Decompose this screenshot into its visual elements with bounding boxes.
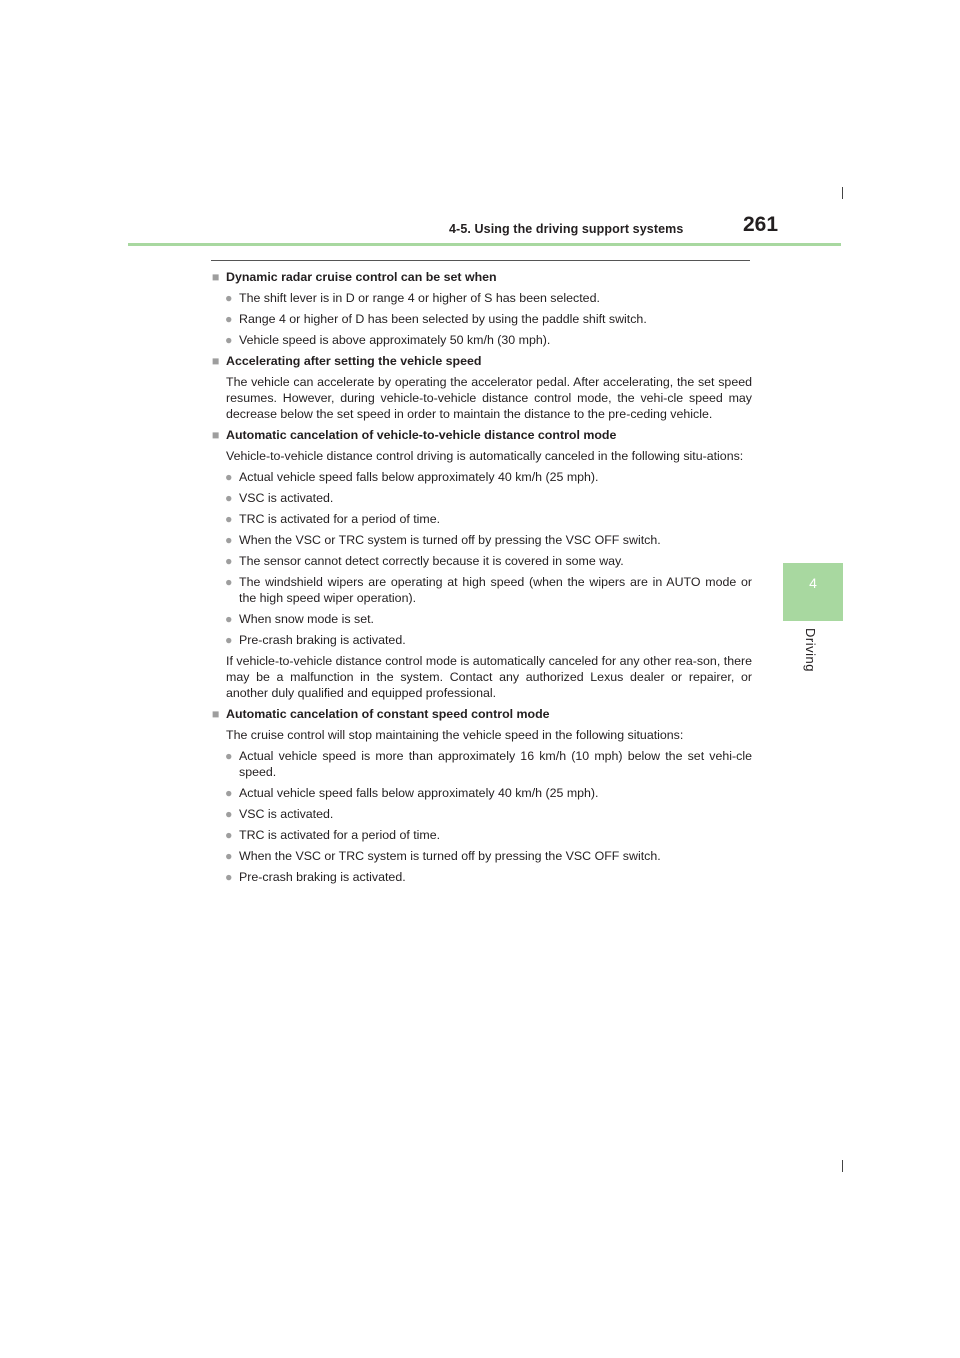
bullet-text: Pre-crash braking is activated. xyxy=(239,633,406,647)
bullet-item xyxy=(212,848,752,864)
bullet-item xyxy=(212,511,752,527)
bullet-text: Actual vehicle speed is more than approximately 16 km/h (10 mph) below the set vehi-cle speed. xyxy=(239,749,752,779)
bullet-item xyxy=(212,785,752,801)
bullet-text: When the VSC or TRC system is turned off by pressing the VSC OFF switch. xyxy=(239,849,661,863)
square-bullet-icon: ■ xyxy=(212,707,220,721)
bullet-item xyxy=(212,574,752,606)
bullet-item xyxy=(212,332,752,348)
bullet-item xyxy=(212,806,752,822)
round-bullet-icon: ● xyxy=(225,512,233,526)
round-bullet-icon: ● xyxy=(225,633,233,647)
chapter-label: Driving xyxy=(803,628,818,672)
chapter-number: 4 xyxy=(809,575,817,591)
bullet-text: VSC is activated. xyxy=(239,807,334,821)
bullet-item xyxy=(212,311,752,327)
round-bullet-icon: ● xyxy=(225,849,233,863)
round-bullet-icon: ● xyxy=(225,491,233,505)
section-heading xyxy=(212,269,752,285)
bullet-text: TRC is activated for a period of time. xyxy=(239,512,441,526)
round-bullet-icon: ● xyxy=(225,749,233,763)
bullet-text: TRC is activated for a period of time. xyxy=(239,828,441,842)
crop-mark-bottom xyxy=(842,1160,843,1172)
bullet-item xyxy=(212,553,752,569)
round-bullet-icon: ● xyxy=(225,333,233,347)
round-bullet-icon: ● xyxy=(225,533,233,547)
round-bullet-icon: ● xyxy=(225,575,233,589)
round-bullet-icon: ● xyxy=(225,828,233,842)
page-number: 261 xyxy=(743,213,779,236)
round-bullet-icon: ● xyxy=(225,554,233,568)
section-heading xyxy=(212,706,752,722)
bullet-item xyxy=(212,869,752,885)
round-bullet-icon: ● xyxy=(225,470,233,484)
bullet-text: VSC is activated. xyxy=(239,491,334,505)
bullet-text: When the VSC or TRC system is turned off by pressing the VSC OFF switch. xyxy=(239,533,661,547)
content-rule xyxy=(211,260,750,261)
bullet-text: Pre-crash braking is activated. xyxy=(239,870,406,884)
bullet-text: The windshield wipers are operating at high speed (when the wipers are in AUTO mode or the high speed wiper operation). xyxy=(239,575,752,605)
round-bullet-icon: ● xyxy=(225,612,233,626)
bullet-item xyxy=(212,490,752,506)
round-bullet-icon: ● xyxy=(225,786,233,800)
section-title: 4-5. Using the driving support systems xyxy=(449,222,684,236)
section-paragraph: The vehicle can accelerate by operating the accelerator pedal. After accelerating, the set speed resumes. However, during vehicle-to-vehicle distance control mode, the vehi-cle speed may decrease below the set speed in order to maintain the distance to the pre-ceding vehicle. xyxy=(226,375,752,421)
header-rule xyxy=(128,243,841,246)
bullet-item xyxy=(212,469,752,485)
square-bullet-icon: ■ xyxy=(212,428,220,442)
bullet-text: The shift lever is in D or range 4 or higher of S has been selected. xyxy=(239,291,600,305)
square-bullet-icon: ■ xyxy=(212,270,220,284)
section-heading-text: Accelerating after setting the vehicle speed xyxy=(226,354,482,368)
section-paragraph: Vehicle-to-vehicle distance control driving is automatically canceled in the following situ-ations: xyxy=(226,449,744,463)
content-body xyxy=(212,269,752,885)
section-heading-text: Automatic cancelation of vehicle-to-vehicle distance control mode xyxy=(226,428,617,442)
bullet-item xyxy=(212,532,752,548)
bullet-item xyxy=(212,827,752,843)
chapter-tab xyxy=(783,563,843,621)
section-heading xyxy=(212,427,752,443)
section-heading-text: Dynamic radar cruise control can be set when xyxy=(226,270,497,284)
bullet-text: Vehicle speed is above approximately 50 km/h (30 mph). xyxy=(239,333,551,347)
bullet-item xyxy=(212,632,752,648)
round-bullet-icon: ● xyxy=(225,291,233,305)
round-bullet-icon: ● xyxy=(225,312,233,326)
bullet-item xyxy=(212,611,752,627)
section-paragraph: The cruise control will stop maintaining the vehicle speed in the following situations: xyxy=(226,728,684,742)
bullet-text: The sensor cannot detect correctly because it is covered in some way. xyxy=(239,554,624,568)
bullet-item xyxy=(212,748,752,780)
bullet-text: Actual vehicle speed falls below approximately 40 km/h (25 mph). xyxy=(239,470,599,484)
bullet-text: Range 4 or higher of D has been selected by using the paddle shift switch. xyxy=(239,312,647,326)
section-heading xyxy=(212,353,752,369)
round-bullet-icon: ● xyxy=(225,870,233,884)
crop-mark-top xyxy=(842,187,843,199)
bullet-text: When snow mode is set. xyxy=(239,612,374,626)
round-bullet-icon: ● xyxy=(225,807,233,821)
square-bullet-icon: ■ xyxy=(212,354,220,368)
section-heading-text: Automatic cancelation of constant speed control mode xyxy=(226,707,550,721)
bullet-item xyxy=(212,290,752,306)
bullet-text: Actual vehicle speed falls below approximately 40 km/h (25 mph). xyxy=(239,786,599,800)
section-paragraph: If vehicle-to-vehicle distance control mode is automatically canceled for any other rea-son, there may be a malfunction in the system. Contact any authorized Lexus dealer or repairer, or another duly qualified and equipped professional. xyxy=(226,654,752,700)
